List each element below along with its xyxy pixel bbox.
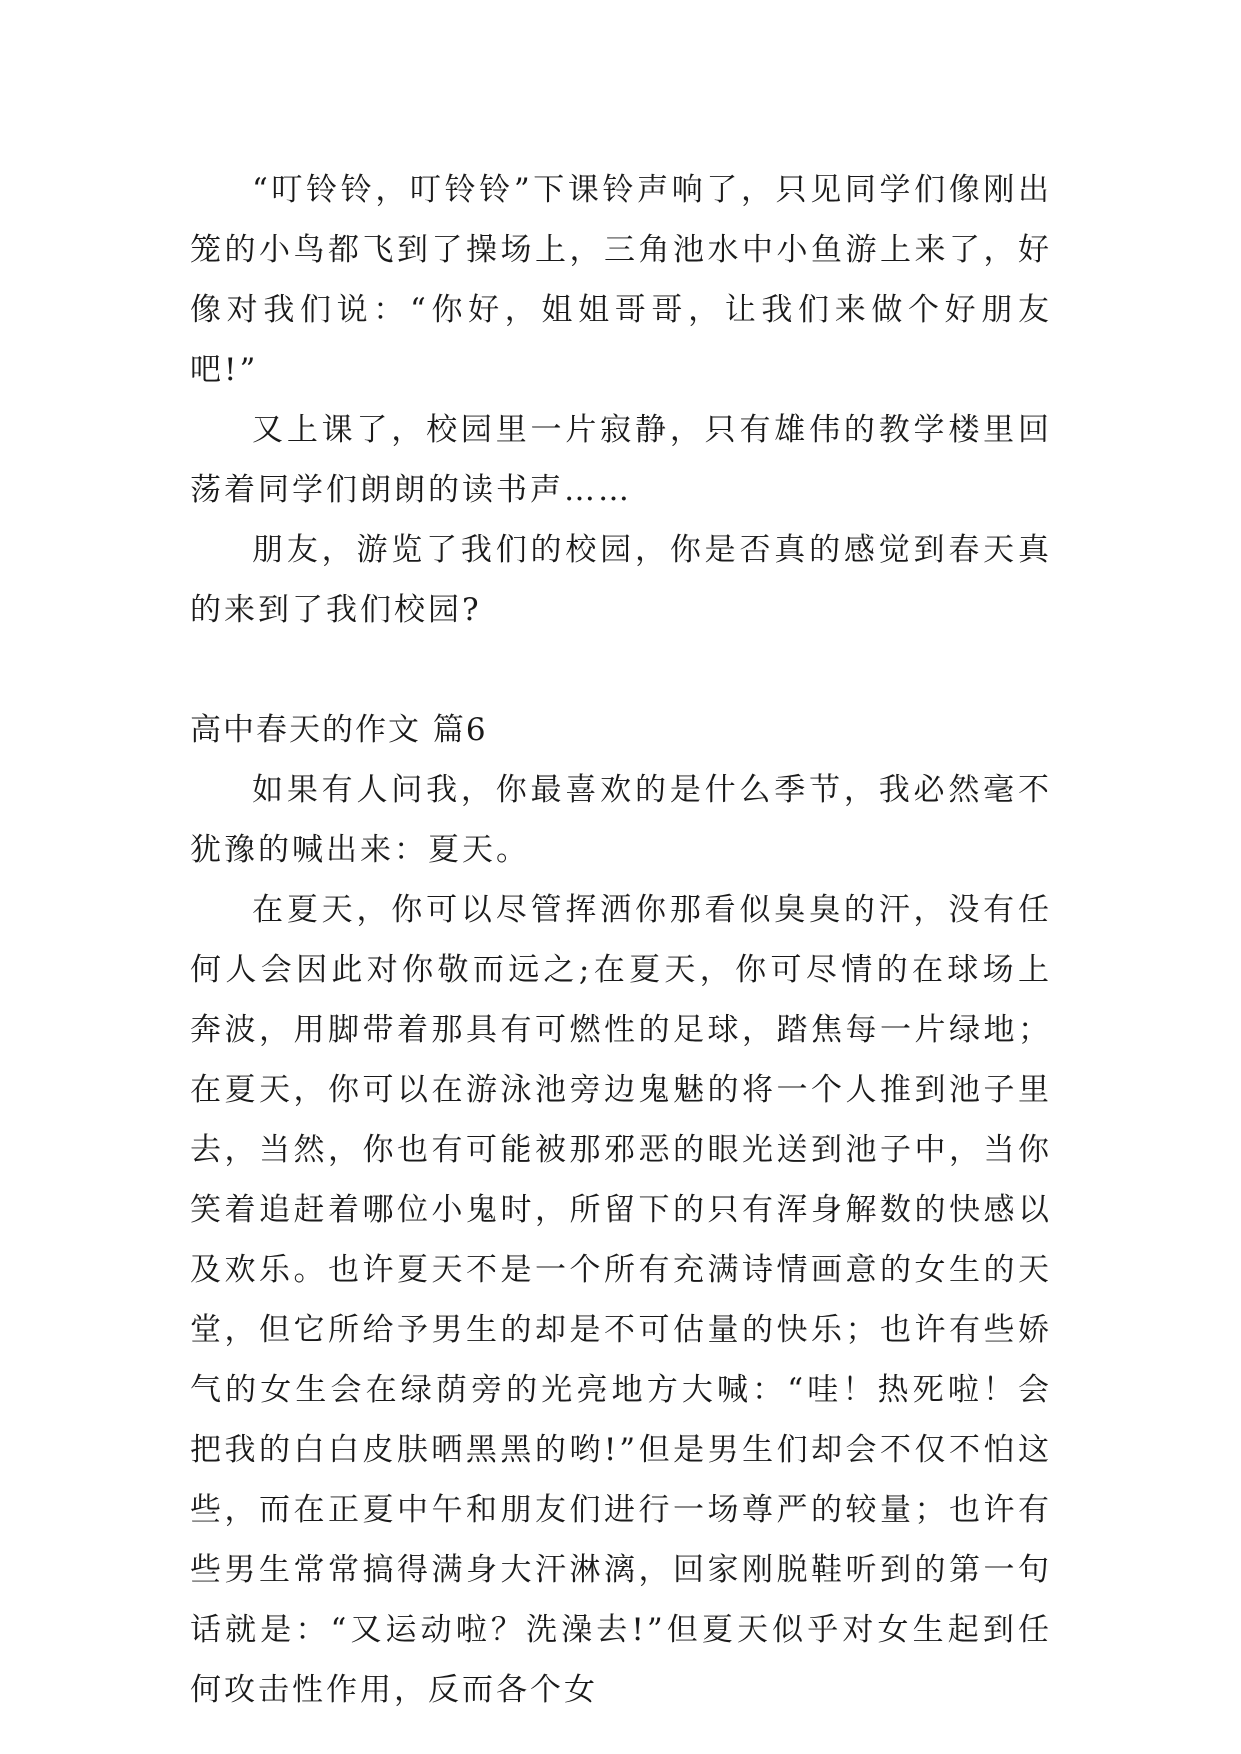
paragraph-question: 朋友，游览了我们的校园，你是否真的感觉到春天真的来到了我们校园? — [190, 532, 1052, 628]
paragraph-summer: 在夏天，你可以尽管挥洒你那看似臭臭的汗，没有任何人会因此对你敬而远之;在夏天，你可尽情的在球场上奔波，用脚带着那具有可燃性的足球，踏焦每一片绿地；在夏天，你可以在游泳池旁边鬼魅的将一个人推到池子里去，当然，你也有可能被那邪恶的眼光送到池子中，当你笑着追赶着哪位小鬼时，所留下的只有浑身解数的快感以及欢乐。也许夏天不是一个所有充满诗情画意的女生的天堂，但它所给予男生的却是不可估量的快乐；也许有些娇气的女生会在绿荫旁的光亮地方大喊：“哇！热死啦！会把我的白白皮肤晒黑黑的哟!”但是男生们却会不仅不怕这些，而在正夏中午和朋友们进行一场尊严的较量；也许有些男生常常搞得满身大汗淋漓，回家刚脱鞋听到的第一句话就是：“又运动啦？洗澡去!”但夏天似乎对女生起到任何攻击性作用，反而各个女 — [190, 892, 1052, 1708]
section-heading: 高中春天的作文 篇6 — [190, 712, 488, 748]
document-body — [190, 160, 1052, 1720]
paragraph-class-again: 又上课了，校园里一片寂静，只有雄伟的教学楼里回荡着同学们朗朗的读书声…… — [190, 412, 1052, 508]
paragraph-favorite-season: 如果有人问我，你最喜欢的是什么季节，我必然毫不犹豫的喊出来：夏天。 — [190, 772, 1052, 868]
paragraph-bell: “叮铃铃，叮铃铃”下课铃声响了，只见同学们像刚出笼的小鸟都飞到了操场上，三角池水中小鱼游上来了，好像对我们说：“你好，姐姐哥哥，让我们来做个好朋友吧!” — [190, 172, 1052, 388]
